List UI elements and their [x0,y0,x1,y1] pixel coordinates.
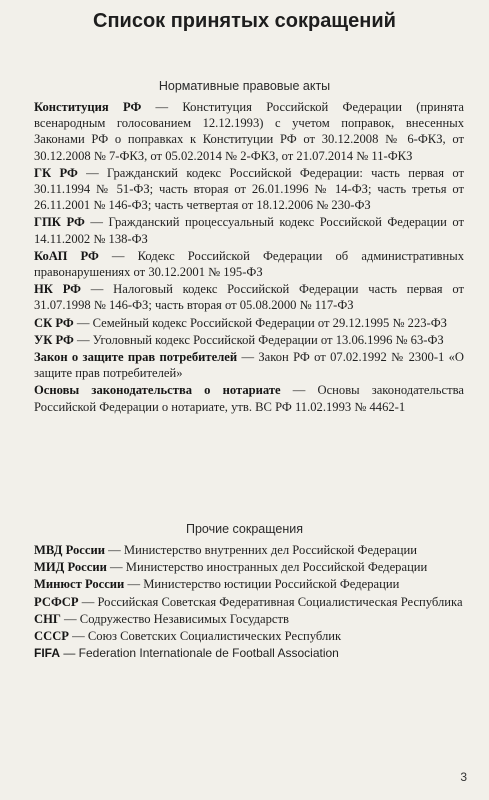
entry-sk-rf [34,315,464,331]
entry-definition: Российская Советская Федеративная Социалистическая Республика [97,594,463,609]
entry-dash: — [81,282,114,297]
entry-abbr: МИД России [34,560,107,575]
entry-dash: — [60,646,79,661]
entry-mvd [34,542,464,558]
entry-sng [34,611,464,627]
entry-abbr: Конституция РФ [34,100,142,114]
entry-dash: — [73,315,93,330]
entry-definition: Министерство иностранных дел Российской Федерации [125,560,428,575]
entry-abbr: ГПК РФ [34,215,85,230]
entry-dash: — [105,543,124,557]
entry-definition: Закон РФ от 07.02.1992 № 2300-1 «О защите прав потребителей» [34,350,465,381]
entry-mid [34,559,464,575]
entry-abbr: ГК РФ [34,165,78,180]
entry-konstitutsiya [34,99,464,164]
entry-dash: — [280,383,318,398]
entry-dash: — [73,332,93,347]
legal-acts-list [34,99,464,416]
entry-uk-rf [34,332,464,348]
entry-definition: Конституция Российской Федерации (принята всенародным голосованием 12.12.1993) с учетом поправок, внесенных Законами РФ о поправках к Конституции РФ от 30.12.2008 № 6-ФКЗ, от 30.12.2008 № 7-ФКЗ, от 05.02.2014 № 2-ФКЗ, от 21.07.2014 № 11-ФКЗ [34,100,464,163]
entry-definition: Содружество Независимых Государств [79,611,289,626]
entry-definition: Federation Internationale de Football Association [78,646,339,661]
entry-abbr: FIFA [34,646,60,661]
entry-abbr: СК РФ [34,315,74,330]
entry-dash: — [124,577,144,592]
entry-minyust [34,576,464,592]
entry-abbr: Основы законодательства о нотариате [34,383,281,398]
section-heading-other: Прочие сокращения [186,522,303,536]
page-number: 3 [460,770,467,784]
entry-definition: Основы законодательства Российской Федерации о нотариате, утв. ВС РФ 11.02.1993 № 4462-1 [34,383,465,414]
entry-dash: — [84,215,109,230]
page-title: Список принятых сокращений [93,10,396,32]
entry-abbr: УК РФ [34,332,74,347]
entry-sssr [34,628,464,644]
entry-gpk-rf [34,214,464,246]
entry-dash: — [98,248,138,263]
entry-definition: Союз Советских Социалистических Республик [87,629,342,644]
entry-abbr: КоАП РФ [34,248,99,263]
entry-definition: Гражданский кодекс Российской Федерации: часть первая от 30.11.1994 № 51-ФЗ; часть вторая от 26.01.1996 № 14-ФЗ; часть третья от 26.11.2001 № 146-ФЗ; часть четвертая от 18.12.2006 № 230-ФЗ [34,165,464,213]
entry-dash: — [60,611,80,626]
entry-dash: — [141,100,183,114]
entry-abbr: РСФСР [34,594,79,609]
entry-nk-rf [34,281,464,313]
entry-dash: — [237,350,259,365]
entry-fifa [34,645,464,661]
section-heading-legal-acts: Нормативные правовые акты [158,79,331,93]
entry-definition: Гражданский процессуальный кодекс Российской Федерации от 14.11.2002 № 138-ФЗ [34,215,465,246]
entry-notary-law [34,382,464,414]
entry-dash: — [68,629,88,644]
other-abbreviations-list [34,542,464,662]
entry-definition: Налоговый кодекс Российской Федерации часть первая от 31.07.1998 № 146-ФЗ; часть вторая от 05.08.2000 № 117-ФЗ [34,282,465,313]
entry-definition: Министерство внутренних дел Российской Федерации [123,543,417,557]
entry-abbr: Закон о защите прав потребителей [34,350,238,365]
entry-dash: — [77,165,108,180]
entry-gk-rf [34,165,464,214]
entry-rsfsr [34,594,464,610]
entry-abbr: СССР [34,629,69,644]
entry-abbr: МВД России [34,543,105,557]
entry-abbr: Минюст России [34,577,125,592]
entry-definition: Министерство юстиции Российской Федерации [143,577,400,592]
entry-definition: Уголовный кодекс Российской Федерации от 13.06.1996 № 63-ФЗ [92,332,444,347]
entry-koap-rf [34,248,464,280]
entry-abbr: СНГ [34,611,61,626]
entry-consumer-law [34,349,464,381]
entry-abbr: НК РФ [34,282,81,297]
entry-dash: — [106,560,126,575]
entry-definition: Кодекс Российской Федерации об административных правонарушениях от 30.12.2001 № 195-ФЗ [34,248,464,280]
entry-dash: — [78,594,98,609]
entry-definition: Семейный кодекс Российской Федерации от 29.12.1995 № 223-ФЗ [92,315,447,330]
